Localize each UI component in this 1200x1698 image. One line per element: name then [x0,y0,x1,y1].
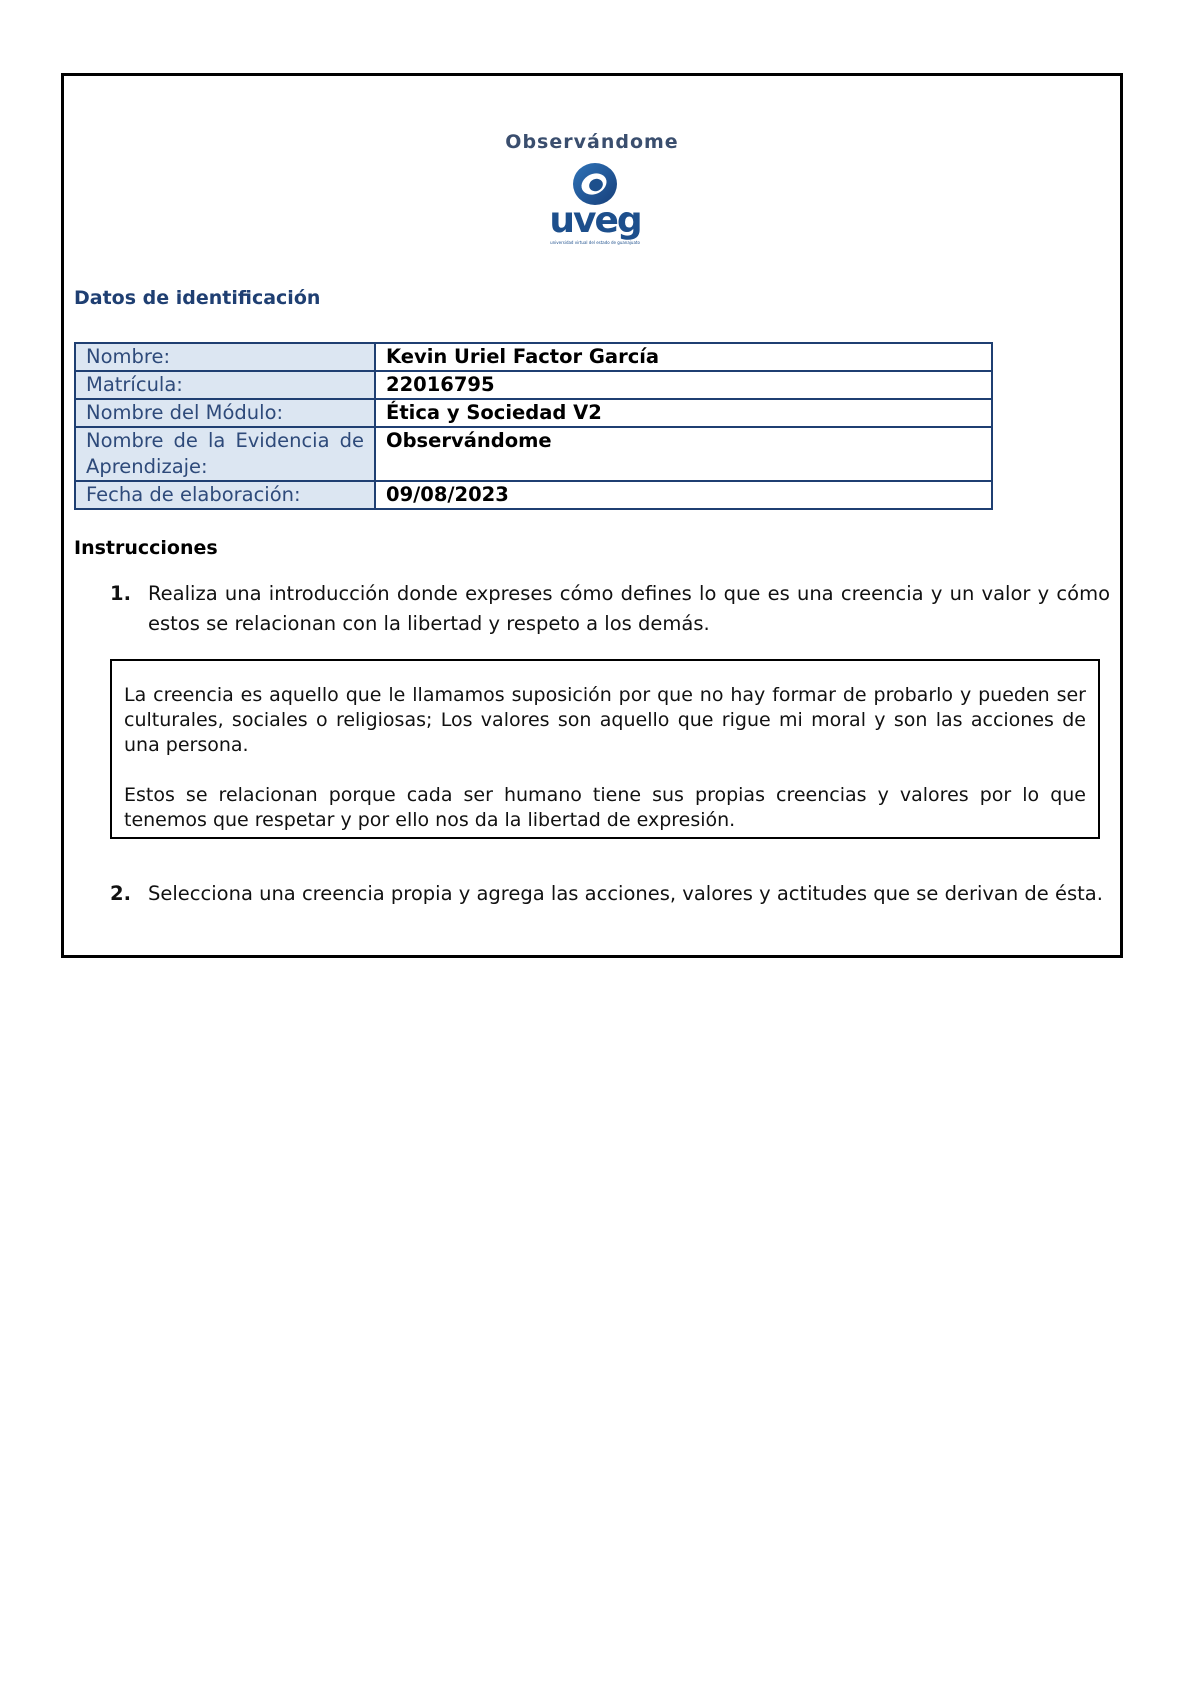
evidence-label: Nombre de la Evidencia de Aprendizaje: [75,427,375,481]
answer-box[interactable] [110,659,1100,839]
table-row [75,343,992,371]
name-label: Nombre: [75,343,375,371]
module-value: Ética y Sociedad V2 [375,399,992,427]
uveg-logo [547,160,643,252]
answer-paragraph: La creencia es aquello que le llamamos suposición por que no hay formar de probarlo y pueden ser culturales, sociales o religiosas; Los valores son aquello que rigue mi moral y son las acciones de una persona. [124,684,1086,756]
document-title: Observándome [505,131,679,153]
table-row [75,399,992,427]
matricula-value: 22016795 [375,371,992,399]
evidence-value: Observándome [375,427,992,481]
svg-text:universidad virtual del estado: universidad virtual del estado de guanajuato [550,240,640,245]
date-value: 09/08/2023 [375,481,992,509]
date-label: Fecha de elaboración: [75,481,375,509]
instruction-step [110,579,1110,639]
table-row [75,481,992,509]
step-number: 1. [110,582,131,605]
identification-table [74,342,993,510]
step-text: Realiza una introducción donde expreses cómo defines lo que es una creencia y un valor y cómo estos se relacionan con la libertad y respeto a los demás. [148,582,1110,635]
answer-paragraph: Estos se relacionan porque cada ser humano tiene sus propias creencias y valores por lo que tenemos que respetar y por ello nos da la libertad de expresión. [124,784,1086,831]
name-value: Kevin Uriel Factor García [375,343,992,371]
table-row [75,371,992,399]
instructions-heading: Instrucciones [74,537,218,559]
document-frame [61,73,1123,958]
step-number: 2. [110,882,131,905]
svg-text:uveg: uveg [549,200,641,241]
identification-heading: Datos de identificación [74,287,321,309]
module-label: Nombre del Módulo: [75,399,375,427]
step-text: Selecciona una creencia propia y agrega las acciones, valores y actitudes que se derivan de ésta. [148,882,1103,905]
instruction-step [110,879,1110,909]
table-row [75,427,992,481]
matricula-label: Matrícula: [75,371,375,399]
